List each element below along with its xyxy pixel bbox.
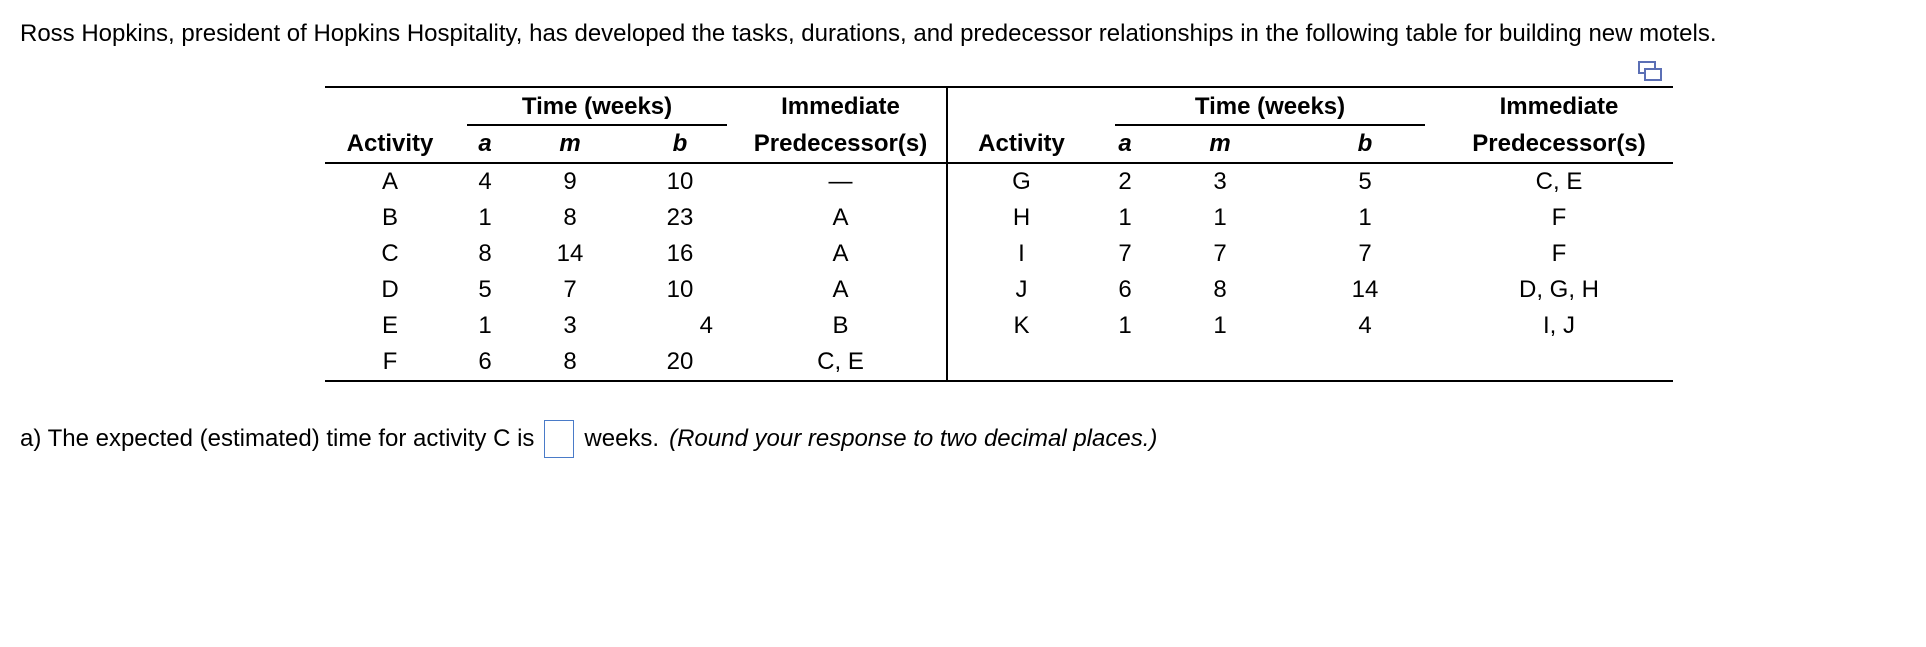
- activity-cell: H: [1012, 204, 1031, 231]
- m-cell: 3: [563, 312, 577, 339]
- b-cell: 23: [666, 204, 694, 231]
- activity-cell: A: [381, 168, 398, 195]
- table-row: [325, 272, 1673, 308]
- a-cell: 6: [478, 348, 492, 375]
- table-row: [325, 236, 1673, 272]
- a-cell: 5: [478, 276, 492, 303]
- m-cell: 9: [563, 168, 577, 195]
- m-header-right: m: [1209, 130, 1231, 157]
- pred-cell: B: [735, 308, 947, 344]
- empty-cell: [1095, 344, 1155, 381]
- time-header-right-cell: [1095, 87, 1445, 126]
- a-header-left: a: [478, 130, 492, 157]
- empty-cell: [1285, 344, 1445, 381]
- activity-cell: B: [381, 204, 398, 231]
- b-cell: 16: [666, 240, 694, 267]
- time-header-left: Time (weeks): [467, 88, 727, 126]
- pred-header-left-line2: Predecessor(s): [735, 126, 947, 163]
- pred-cell: C, E: [1535, 168, 1583, 195]
- blank-header-cell: [325, 87, 455, 126]
- m-header-left: m: [559, 130, 581, 157]
- b-header-left: b: [672, 130, 688, 157]
- b-cell: 20: [666, 348, 694, 375]
- m-cell: 8: [563, 204, 577, 231]
- a-cell: 1: [478, 312, 492, 339]
- activity-cell: I: [1018, 240, 1025, 267]
- rounding-hint: (Round your response to two decimal places.): [669, 425, 1158, 452]
- m-cell: 14: [556, 240, 584, 267]
- a-cell: 7: [1118, 240, 1132, 267]
- empty-cell: [947, 344, 1095, 381]
- table-row: [325, 344, 1673, 381]
- pred-header-right-line2: Predecessor(s): [1472, 130, 1646, 157]
- question-prefix: a) The expected (estimated) time for activity C is: [20, 425, 535, 452]
- blank-header-cell-right: [947, 87, 1095, 126]
- activity-table: [325, 86, 1673, 382]
- b-cell: 7: [1358, 240, 1372, 267]
- question-line: [20, 420, 1157, 458]
- activity-cell: G: [1012, 168, 1031, 195]
- m-cell: 8: [1213, 276, 1227, 303]
- pred-cell: A: [735, 236, 947, 272]
- a-cell: 1: [1118, 204, 1132, 231]
- empty-cell: [1155, 344, 1285, 381]
- table-row: [325, 308, 1673, 344]
- a-cell: 2: [1118, 168, 1132, 195]
- b-cell: 4: [699, 312, 713, 339]
- a-cell: 8: [478, 240, 492, 267]
- m-cell: 1: [1213, 204, 1227, 231]
- m-cell: 7: [563, 276, 577, 303]
- m-cell: 3: [1213, 168, 1227, 195]
- answer-input[interactable]: [544, 420, 574, 458]
- pred-cell: F: [1551, 240, 1567, 267]
- pred-cell: A: [735, 272, 947, 308]
- pred-cell: A: [735, 200, 947, 236]
- activity-cell: K: [1013, 312, 1030, 339]
- activity-cell: J: [1015, 276, 1028, 303]
- pred-cell: D, G, H: [1518, 276, 1599, 303]
- activity-cell: D: [381, 276, 399, 303]
- m-cell: 8: [563, 348, 577, 375]
- empty-cell: [1445, 344, 1673, 381]
- pred-header-left-line1: Immediate: [735, 87, 947, 126]
- copy-table-icon[interactable]: [1637, 59, 1663, 83]
- table-row: [325, 200, 1673, 236]
- time-header-left-cell: [455, 87, 735, 126]
- b-cell: 10: [666, 276, 694, 303]
- a-header-right: a: [1118, 130, 1132, 157]
- b-cell: 14: [1351, 276, 1379, 303]
- activity-table-container: [325, 86, 1673, 382]
- pred-cell: I, J: [1542, 312, 1575, 339]
- table-row: [325, 163, 1673, 200]
- time-header-right: Time (weeks): [1115, 88, 1425, 126]
- intro-text: Ross Hopkins, president of Hopkins Hospitality, has developed the tasks, durations, and predecessor relationships in the following table for building new motels.: [20, 20, 1717, 47]
- a-cell: 1: [478, 204, 492, 231]
- pred-cell: —: [735, 163, 947, 200]
- b-cell: 1: [1358, 204, 1372, 231]
- b-cell: 10: [666, 168, 694, 195]
- a-cell: 1: [1118, 312, 1132, 339]
- activity-cell: F: [382, 348, 398, 375]
- m-cell: 1: [1213, 312, 1227, 339]
- activity-cell: C: [381, 240, 399, 267]
- pred-cell: C, E: [735, 344, 947, 381]
- m-cell: 7: [1213, 240, 1227, 267]
- b-header-right: b: [1357, 130, 1373, 157]
- a-cell: 4: [478, 168, 492, 195]
- b-cell: 5: [1358, 168, 1372, 195]
- pred-header-right-line1: Immediate: [1499, 93, 1619, 120]
- activity-header-right: Activity: [978, 130, 1065, 157]
- b-cell: 4: [1358, 312, 1372, 339]
- pred-cell: F: [1551, 204, 1567, 231]
- a-cell: 6: [1118, 276, 1132, 303]
- activity-header-left: Activity: [346, 130, 434, 157]
- question-suffix: weeks.: [584, 425, 660, 452]
- activity-cell: E: [381, 312, 398, 339]
